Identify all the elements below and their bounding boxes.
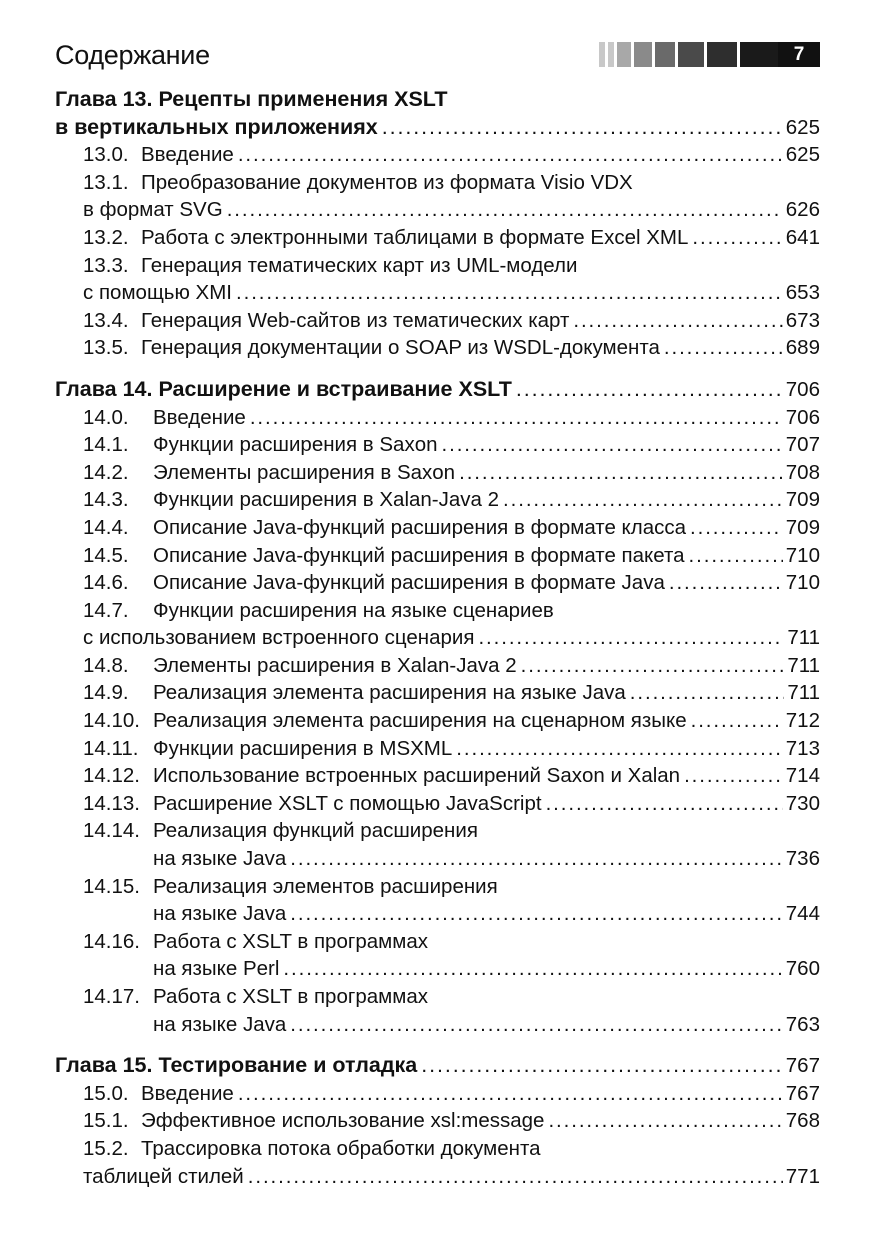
section-title-text: Расширение XSLT с помощью JavaScript — [153, 791, 542, 815]
section-number: 14.9. — [83, 681, 129, 705]
toc-section-line[interactable] — [55, 404, 820, 432]
section-page-number: 711 — [787, 653, 820, 677]
section-title-text: Преобразование документов из формата Visio VDX — [141, 170, 633, 194]
chapter-page-number: 625 — [785, 115, 820, 139]
dot-leader — [452, 735, 783, 763]
toc-section-line[interactable] — [55, 707, 820, 735]
section-number: 13.0. — [83, 143, 129, 167]
toc-section-line[interactable] — [55, 900, 820, 928]
toc-section-line[interactable] — [55, 983, 820, 1011]
section-number: 14.14. — [83, 819, 140, 843]
dot-leader — [499, 486, 783, 514]
section-title-text: Реализация элемента расширения на сценарном языке — [153, 709, 687, 733]
section-title-text: Введение — [141, 143, 234, 167]
header-bar — [707, 42, 737, 67]
section-page-number: 763 — [785, 1012, 820, 1036]
dot-leader — [665, 569, 783, 597]
section-page-number: 711 — [787, 626, 820, 650]
section-title-text: Функции расширения в Xalan-Java 2 — [153, 488, 500, 512]
toc-chapter — [55, 1052, 820, 1190]
section-title-text: на языке Java — [153, 1012, 287, 1036]
section-page-number: 653 — [785, 281, 820, 305]
dot-leader — [686, 514, 783, 542]
section-number: 14.15. — [83, 874, 140, 898]
section-page-number: 709 — [785, 515, 820, 539]
section-title-text: Реализация элементов расширения — [153, 874, 498, 898]
dot-leader — [626, 679, 785, 707]
section-title-text: Использование встроенных расширений Saxon и Xalan — [153, 764, 681, 788]
header-bar — [655, 42, 675, 67]
toc-section-line[interactable] — [55, 845, 820, 873]
section-title-text: на языке Java — [153, 847, 287, 871]
toc-section-line[interactable] — [55, 459, 820, 487]
header-bar — [599, 42, 605, 67]
toc-section-line[interactable] — [55, 735, 820, 763]
dot-leader — [286, 900, 783, 928]
section-page-number: 710 — [785, 571, 820, 595]
section-page-number: 744 — [785, 902, 820, 926]
chapter-title-line[interactable] — [55, 114, 820, 142]
toc-section-line[interactable] — [55, 196, 820, 224]
toc-section-line[interactable] — [55, 1107, 820, 1135]
dot-leader — [512, 376, 783, 404]
dot-leader — [474, 624, 784, 652]
running-title: Содержание — [55, 40, 210, 70]
section-title-text: Работа с XSLT в программах — [153, 985, 428, 1008]
toc-chapter — [55, 86, 820, 362]
section-page-number: 711 — [787, 681, 820, 705]
toc-section-line[interactable] — [55, 955, 820, 983]
toc-section-line[interactable] — [55, 279, 820, 307]
section-title-text: Элементы расширения в Saxon — [153, 460, 456, 484]
header-bar — [617, 42, 631, 67]
toc-section-line[interactable] — [55, 1163, 820, 1191]
dot-leader — [279, 955, 782, 983]
table-of-contents — [55, 86, 820, 1190]
header-bar — [608, 42, 614, 67]
dot-leader — [542, 790, 783, 818]
toc-section-line[interactable] — [55, 252, 820, 280]
section-number: 14.4. — [83, 515, 129, 539]
section-page-number: 714 — [785, 764, 820, 788]
dot-leader — [687, 707, 783, 735]
chapter-title-line[interactable] — [55, 1052, 820, 1080]
section-number: 14.12. — [83, 764, 140, 788]
chapter-title-text: в вертикальных приложениях — [55, 114, 378, 139]
section-title-text: Работа с XSLT в программах — [153, 929, 428, 953]
toc-section-line[interactable] — [55, 224, 820, 252]
section-number: 14.16. — [83, 929, 140, 953]
dot-leader — [544, 1107, 782, 1135]
dot-leader — [438, 431, 783, 459]
section-title-text: Работа с электронными таблицами в формате Excel XML — [141, 225, 689, 249]
section-title-text: Генерация документации о SOAP из WSDL-документа — [141, 336, 660, 360]
section-number: 13.5. — [83, 336, 129, 360]
toc-section-line[interactable] — [55, 1135, 820, 1163]
section-title-text: Введение — [141, 1081, 234, 1105]
section-number: 15.1. — [83, 1109, 129, 1133]
toc-section-line[interactable] — [55, 624, 820, 652]
section-title-text: на языке Java — [153, 902, 287, 926]
header-decorative-bars — [596, 42, 778, 67]
chapter-title-text: Глава 13. Рецепты применения XSLT — [55, 87, 448, 111]
section-page-number: 713 — [785, 736, 820, 760]
dot-leader — [234, 1080, 783, 1108]
section-number: 14.8. — [83, 653, 129, 677]
dot-leader — [680, 762, 783, 790]
section-title-text: с использованием встроенного сценария — [83, 626, 475, 650]
section-title-text: с помощью XMI — [83, 281, 233, 305]
section-number: 14.0. — [83, 405, 129, 429]
section-number: 14.3. — [83, 488, 129, 512]
toc-section-line[interactable] — [55, 762, 820, 790]
section-number: 13.3. — [83, 253, 129, 277]
dot-leader — [246, 404, 783, 432]
chapter-title-text: Глава 15. Тестирование и отладка — [55, 1053, 418, 1078]
dot-leader — [517, 652, 785, 680]
toc-section-line[interactable] — [55, 790, 820, 818]
dot-leader — [232, 279, 783, 307]
section-title-text: Введение — [153, 405, 246, 429]
section-number: 14.17. — [83, 985, 140, 1008]
section-page-number: 760 — [785, 957, 820, 981]
toc-section-line[interactable] — [55, 141, 820, 169]
section-number: 14.5. — [83, 543, 129, 567]
toc-section-line[interactable] — [55, 307, 820, 335]
section-page-number: 641 — [785, 225, 820, 249]
section-page-number: 768 — [785, 1109, 820, 1133]
section-number: 13.1. — [83, 170, 129, 194]
toc-section-line[interactable] — [55, 169, 820, 197]
section-title-text: Реализация элемента расширения на языке Java — [153, 681, 626, 705]
chapter-page-number: 706 — [785, 377, 820, 401]
dot-leader — [569, 307, 782, 335]
section-title-text: в формат SVG — [83, 198, 223, 222]
header-bar — [634, 42, 652, 67]
toc-section-line[interactable] — [55, 1080, 820, 1108]
section-title-text: Реализация функций расширения — [153, 819, 478, 843]
section-title-text: таблицей стилей — [83, 1164, 244, 1188]
section-title-text: Функции расширения в MSXML — [153, 736, 453, 760]
dot-leader — [455, 459, 783, 487]
section-title-text: на языке Perl — [153, 957, 280, 981]
section-number: 13.2. — [83, 225, 129, 249]
section-title-text: Эффективное использование xsl:message — [141, 1109, 545, 1133]
dot-leader — [688, 224, 782, 252]
section-number: 13.4. — [83, 308, 129, 332]
toc-section-line[interactable] — [55, 817, 820, 845]
toc-section-line[interactable] — [55, 928, 820, 956]
section-title-text: Генерация Web-сайтов из тематических карт — [141, 308, 570, 332]
section-number: 15.2. — [83, 1136, 129, 1160]
section-page-number: 689 — [785, 336, 820, 360]
dot-leader — [223, 196, 783, 224]
section-page-number: 712 — [785, 709, 820, 733]
page-number: 7 — [778, 42, 820, 67]
dot-leader — [234, 141, 783, 169]
dot-leader — [660, 334, 783, 362]
section-page-number: 708 — [785, 460, 820, 484]
toc-section-line[interactable] — [55, 679, 820, 707]
chapter-title-text: Глава 14. Расширение и встраивание XSLT — [55, 376, 512, 401]
section-page-number: 706 — [785, 405, 820, 429]
page-header — [55, 38, 820, 72]
dot-leader — [286, 845, 783, 873]
section-page-number: 625 — [785, 143, 820, 167]
dot-leader — [244, 1163, 783, 1191]
toc-section-line[interactable] — [55, 652, 820, 680]
section-page-number: 771 — [785, 1164, 820, 1188]
toc-section-line[interactable] — [55, 542, 820, 570]
toc-section-line[interactable] — [55, 1011, 820, 1039]
section-title-text: Описание Java-функций расширения в формате Java — [153, 571, 665, 595]
dot-leader — [286, 1011, 783, 1039]
section-number: 14.7. — [83, 598, 129, 622]
section-title-text: Функции расширения на языке сценариев — [153, 598, 554, 622]
dot-leader — [685, 542, 783, 570]
section-title-text: Элементы расширения в Xalan-Java 2 — [153, 653, 517, 677]
section-page-number: 707 — [785, 433, 820, 457]
section-number: 14.11. — [83, 736, 139, 760]
toc-section-line[interactable] — [55, 597, 820, 625]
toc-section-line[interactable] — [55, 334, 820, 362]
toc-section-line[interactable] — [55, 431, 820, 459]
section-number: 14.6. — [83, 571, 129, 595]
section-number: 14.1. — [83, 433, 129, 457]
header-bar — [678, 42, 704, 67]
toc-section-line[interactable] — [55, 514, 820, 542]
section-page-number: 710 — [785, 543, 820, 567]
section-number: 15.0. — [83, 1081, 129, 1105]
toc-section-line[interactable] — [55, 873, 820, 901]
chapter-title-line[interactable] — [55, 376, 820, 404]
chapter-title-line[interactable] — [55, 86, 820, 114]
toc-chapter — [55, 376, 820, 1038]
section-page-number: 767 — [785, 1081, 820, 1105]
section-title-text: Функции расширения в Saxon — [153, 433, 438, 457]
toc-section-line[interactable] — [55, 569, 820, 597]
section-title-text: Описание Java-функций расширения в формате пакета — [153, 543, 685, 567]
dot-leader — [417, 1052, 783, 1080]
section-page-number: 730 — [785, 791, 820, 815]
section-page-number: 736 — [785, 847, 820, 871]
section-number: 14.10. — [83, 709, 140, 733]
section-number: 14.2. — [83, 460, 129, 484]
section-page-number: 626 — [785, 198, 820, 222]
header-bar — [740, 42, 778, 67]
chapter-page-number: 767 — [785, 1054, 820, 1078]
section-page-number: 709 — [785, 488, 820, 512]
section-page-number: 673 — [785, 308, 820, 332]
toc-section-line[interactable] — [55, 486, 820, 514]
section-title-text: Генерация тематических карт из UML-модели — [141, 253, 578, 277]
section-title-text: Трассировка потока обработки документа — [141, 1136, 541, 1160]
section-number: 14.13. — [83, 791, 140, 815]
dot-leader — [378, 114, 783, 142]
section-title-text: Описание Java-функций расширения в формате класса — [153, 515, 686, 539]
